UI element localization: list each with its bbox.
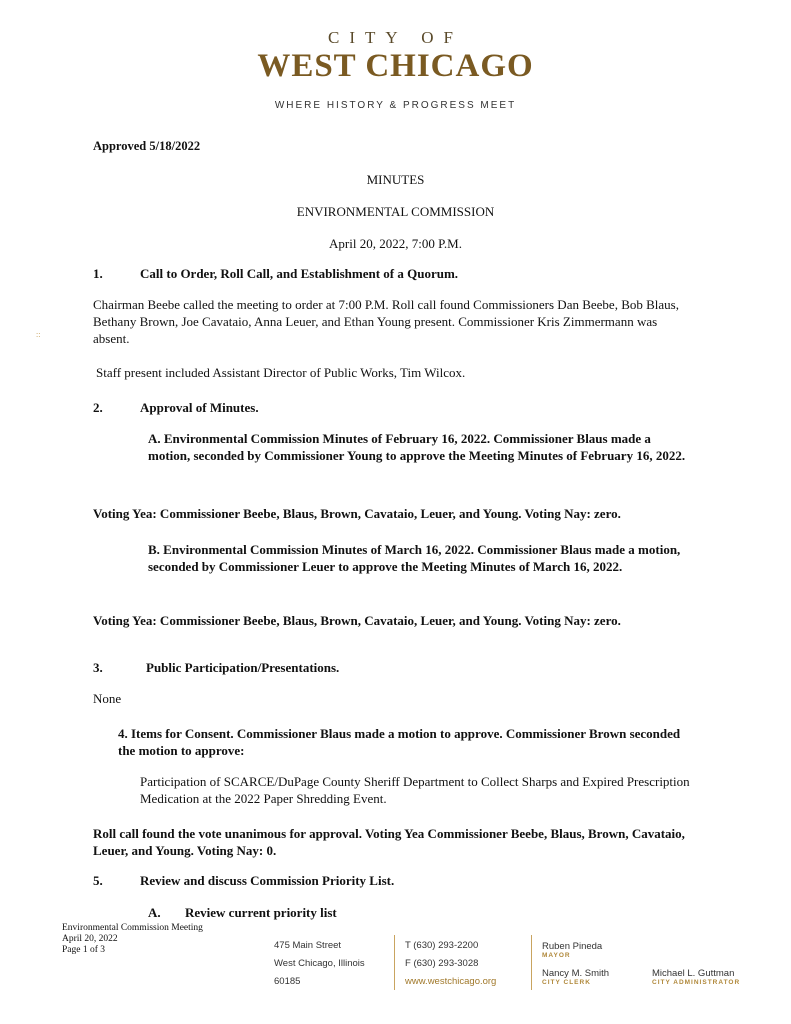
section-5-number: 5. bbox=[93, 873, 103, 888]
administrator-name: Michael L. Guttman bbox=[652, 968, 735, 979]
section-1-title: Call to Order, Roll Call, and Establishment of a Quorum. bbox=[140, 266, 459, 281]
footer-city: West Chicago, Illinois bbox=[274, 958, 365, 969]
section-1-staff: Staff present included Assistant Director of Public Works, Tim Wilcox. bbox=[96, 365, 466, 380]
letterhead-tagline: WHERE HISTORY & PROGRESS MEET bbox=[274, 100, 517, 111]
consent-roll-call: Roll call found the vote unanimous for approval. Voting Yea Commissioner Beebe, Blaus, Brown, Cavataio, Leuer, and Young. Voting Nay: 0. bbox=[93, 826, 685, 858]
consent-item: Participation of SCARCE/DuPage County Sheriff Department to Collect Sharps and Expired Prescription Medication at the 2022 Paper Shredding Event. bbox=[140, 774, 690, 806]
section-4-consent: 4. Items for Consent. Commissioner Blaus made a motion to approve. Commissioner Brown seconded the motion to approve: bbox=[118, 726, 681, 758]
administrator-role: CITY ADMINISTRATOR bbox=[652, 979, 741, 986]
footer-doc-title: Environmental Commission Meeting bbox=[62, 923, 203, 933]
section-3-title: Public Participation/Presentations. bbox=[146, 660, 340, 675]
letterhead-city-name: WEST CHICAGO bbox=[257, 48, 534, 84]
section-5-title: Review and discuss Commission Priority List. bbox=[140, 873, 395, 888]
vote-a: Voting Yea: Commissioner Beebe, Blaus, Brown, Cavataio, Leuer, and Young. Voting Nay: zero. bbox=[93, 506, 621, 521]
section-3-body: None bbox=[93, 691, 122, 706]
footer-doc-info bbox=[62, 923, 203, 956]
section-2-title: Approval of Minutes. bbox=[140, 400, 259, 415]
footer-doc-date: April 20, 2022 bbox=[62, 934, 118, 944]
section-3-number: 3. bbox=[93, 660, 103, 675]
mayor-role: MAYOR bbox=[542, 952, 571, 959]
footer-divider-2 bbox=[531, 935, 532, 990]
meeting-date: April 20, 2022, 7:00 P.M. bbox=[329, 236, 462, 251]
letterhead-city-of: CITY OF bbox=[327, 28, 463, 47]
section-5a-title: Review current priority list bbox=[185, 905, 337, 920]
footer-address bbox=[274, 937, 365, 991]
footer-mayor bbox=[542, 941, 602, 960]
section-1-paragraph: Chairman Beebe called the meeting to order at 7:00 P.M. Roll call found Commissioners Dan Beebe, Bob Blaus, Bethany Brown, Joe Cavataio, Anna Leuer, and Ethan Young present. Commissioner Kris Zimmermann was absent. bbox=[93, 297, 679, 346]
footer-divider-1 bbox=[394, 935, 395, 990]
commission-name: ENVIRONMENTAL COMMISSION bbox=[296, 204, 495, 219]
footer-zip: 60185 bbox=[274, 976, 301, 987]
footer-website-link[interactable]: www.westchicago.org bbox=[405, 976, 497, 987]
footer-phone: T (630) 293-2200 bbox=[405, 940, 479, 951]
section-2-number: 2. bbox=[93, 400, 103, 415]
section-5a-number: A. bbox=[148, 905, 161, 920]
footer-administrator bbox=[652, 968, 740, 987]
minutes-item-a: A. Environmental Commission Minutes of February 16, 2022. Commissioner Blaus made a motion, seconded by Commissioner Young to approve the Meeting Minutes of February 16, 2022. bbox=[148, 431, 686, 463]
doc-type: MINUTES bbox=[366, 172, 425, 187]
vote-b: Voting Yea: Commissioner Beebe, Blaus, Brown, Cavataio, Leuer, and Young. Voting Nay: zero. bbox=[93, 613, 621, 628]
approved-date: Approved 5/18/2022 bbox=[93, 139, 201, 153]
mayor-name: Ruben Pineda bbox=[542, 941, 603, 952]
margin-mark: :: bbox=[36, 330, 41, 339]
footer-contact bbox=[405, 937, 496, 991]
section-1-number: 1. bbox=[93, 266, 103, 281]
footer-street: 475 Main Street bbox=[274, 940, 342, 951]
footer-page-number: Page 1 of 3 bbox=[62, 945, 106, 955]
clerk-role: CITY CLERK bbox=[542, 979, 591, 986]
footer-clerk bbox=[542, 968, 609, 987]
clerk-name: Nancy M. Smith bbox=[542, 968, 610, 979]
minutes-item-b: B. Environmental Commission Minutes of March 16, 2022. Commissioner Blaus made a motion, seconded by Commissioner Leuer to approve the Meeting Minutes of March 16, 2022. bbox=[148, 542, 681, 574]
footer-fax: F (630) 293-3028 bbox=[405, 958, 479, 969]
